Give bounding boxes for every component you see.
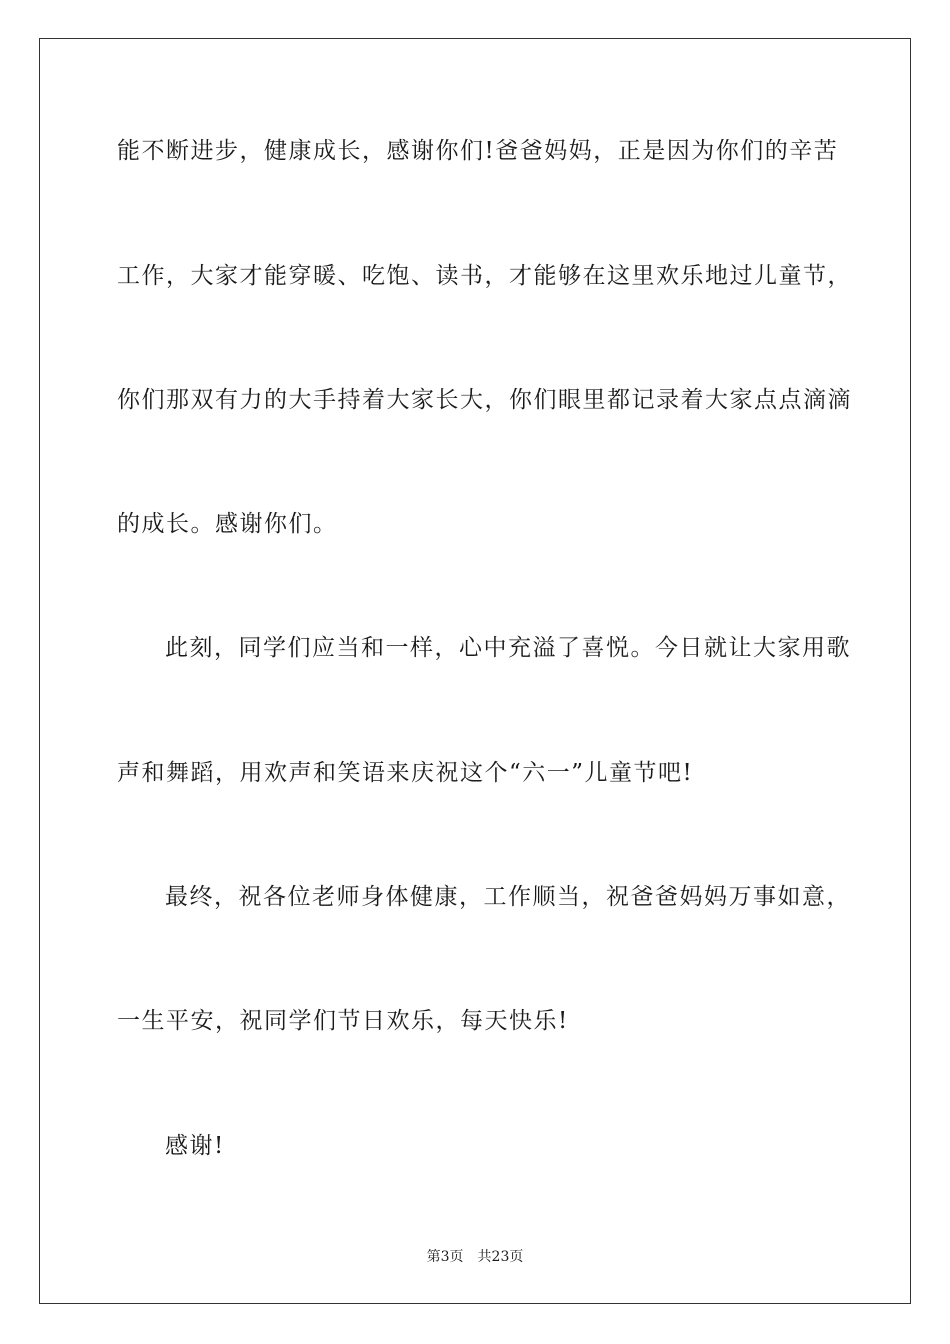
body-text-line: 感谢! [165,1133,225,1159]
body-text-line: 声和舞蹈，用欢声和笑语来庆祝这个“六一”儿童节吧! [117,760,694,786]
body-text-line: 此刻，同学们应当和一样，心中充溢了喜悦。今日就让大家用歌 [165,635,851,661]
page-number-footer: 第3页 共23页 [426,1249,524,1265]
body-text-line: 你们那双有力的大手持着大家长大，你们眼里都记录着大家点点滴滴 [117,387,852,413]
page-frame [39,38,911,1304]
body-text-line: 的成长。感谢你们。 [117,511,338,537]
body-text-line: 一生平安，祝同学们节日欢乐，每天快乐! [117,1008,569,1034]
body-text-line: 工作，大家才能穿暖、吃饱、读书，才能够在这里欢乐地过儿童节， [117,263,852,289]
body-text-line: 最终，祝各位老师身体健康，工作顺当，祝爸爸妈妈万事如意， [165,884,851,910]
body-text-line: 能不断进步，健康成长，感谢你们!爸爸妈妈，正是因为你们的辛苦 [117,138,839,164]
